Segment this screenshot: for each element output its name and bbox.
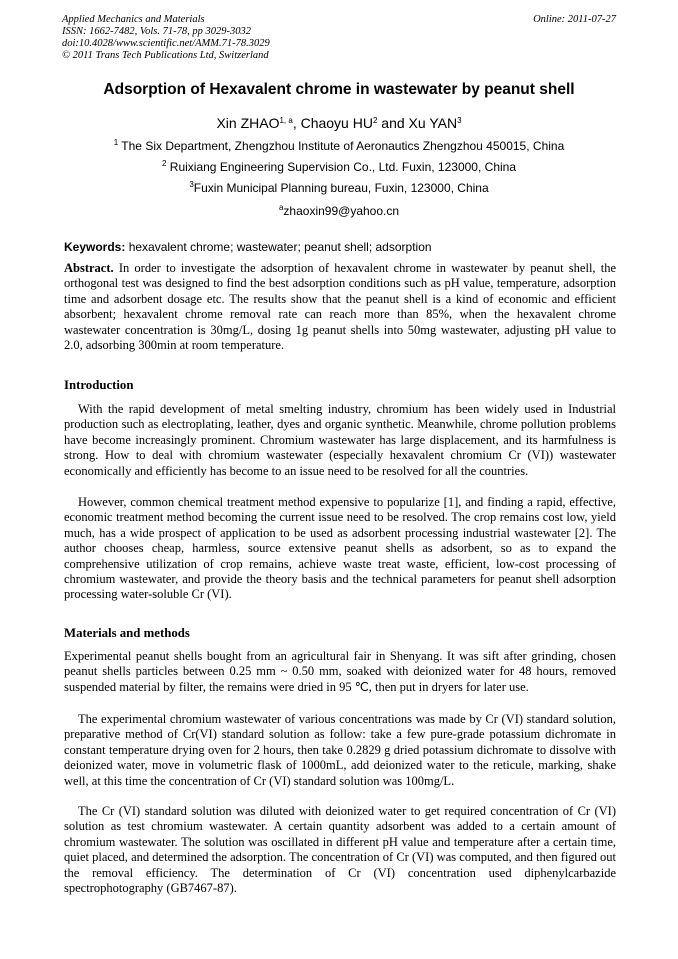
author-sup: 1, a bbox=[279, 116, 293, 125]
affiliation-sup: 3 bbox=[189, 180, 194, 189]
author-sup: 3 bbox=[457, 116, 462, 125]
affiliation bbox=[62, 160, 616, 174]
paragraph: With the rapid development of metal smelting industry, chromium has been widely used in Industrial production such as electroplating, leather, dyes and organic synthetic. Meanwhile, chrome pollution problems have become increasingly prominent. Chromium wastewater has large displacement, and its harmfulness is strong. How to deal with chromium wastewater (especially hexavalent chromium Cr (VI)) wastewater economically and efficiently has become to an issue need to be resolved for all the countries. bbox=[64, 402, 616, 478]
doi-line[interactable]: doi:10.4028/www.scientific.net/AMM.71-78.3029 bbox=[62, 38, 270, 49]
email-text[interactable]: zhaoxin99@yahoo.cn bbox=[283, 204, 400, 218]
journal-name: Applied Mechanics and Materials bbox=[62, 14, 205, 25]
paper-title: Adsorption of Hexavalent chrome in wastewater by peanut shell bbox=[103, 81, 575, 98]
paragraph: However, common chemical treatment method expensive to popularize [1], and finding a rapid, effective, economic treatment method becoming the current issue need to be resolved. The crop remains cost low, yield much, has a wide prospect of application to be used as adsorbent processing industrial wastewater [2]. The author chooses cheap, harmless, source extensive peanut shells as adsorbent, so as to expand the comprehensive utilization of crop remains, achieve waste treat waste, efficient, low-cost processing of chromium wastewater, and provide the theory basis and the technical parameters for peanut shell adsorption processing water-soluble Cr (VI). bbox=[64, 495, 616, 602]
section-heading: Introduction bbox=[64, 378, 134, 392]
keywords-text: hexavalent chrome; wastewater; peanut shell; adsorption bbox=[125, 240, 432, 254]
abstract bbox=[64, 261, 616, 353]
paragraph: The experimental chromium wastewater of various concentrations was made by Cr (VI) standard solution, preparative method of Cr(VI) standard solution as follow: take a few pure-grade potassium dichromate in constant temperature drying oven for 2 hours, then take 0.2829 g dried potassium dichromate to dissolve with deionized water, move in volumetric flask of 1000mL, add deionized water to the reticule, marking, shake well, at this time the concentration of Cr (VI) standard solution was 100mg/L. bbox=[64, 712, 616, 788]
affiliation bbox=[62, 139, 616, 153]
author-name: and Xu YAN bbox=[377, 115, 458, 131]
affiliation-text: Ruixiang Engineering Supervision Co., Ltd. Fuxin, 123000, China bbox=[166, 160, 516, 174]
keywords-label: Keywords: bbox=[64, 240, 126, 254]
author-name: , Chaoyu HU bbox=[292, 115, 373, 131]
copyright-line: © 2011 Trans Tech Publications Ltd, Switzerland bbox=[62, 50, 269, 61]
affiliation-sup: 2 bbox=[162, 159, 167, 168]
journal-header bbox=[62, 14, 616, 62]
affiliation bbox=[62, 181, 616, 195]
abstract-label: Abstract. bbox=[64, 261, 114, 275]
section-heading: Materials and methods bbox=[64, 626, 190, 640]
issn-line: ISSN: 1662-7482, Vols. 71-78, pp 3029-3032 bbox=[62, 26, 251, 37]
affiliation-text: The Six Department, Zhengzhou Institute of Aeronautics Zhengzhou 450015, China bbox=[118, 139, 565, 153]
email[interactable] bbox=[62, 204, 616, 218]
affiliation-sup: 1 bbox=[113, 138, 119, 147]
author-line bbox=[62, 114, 616, 132]
paragraph: Experimental peanut shells bought from an agricultural fair in Shenyang. It was sift after grinding, chosen peanut shells particles between 0.25 mm ~ 0.50 mm, soaked with deionized water for 48 hours, removed suspended material by filter, the remains were dried in 95 ℃, then put in dryers for later use. bbox=[64, 649, 616, 694]
author-sup: 2 bbox=[372, 116, 378, 125]
email-sup: a bbox=[278, 203, 284, 212]
paragraph: The Cr (VI) standard solution was diluted with deionized water to get required concentration of Cr (VI) solution as test chromium wastewater. A certain quantity adsorbent was added to a certain amount of chromium wastewater. The solution was oscillated in different pH value and temperature after a certain time, quiet placed, and determined the adsorption. The concentration of Cr (VI) was computed, and then figured out the removal efficiency. The determination of Cr (VI) concentration used diphenylcarbazide spectrophotography (GB7467-87). bbox=[64, 804, 616, 896]
abstract-text: In order to investigate the adsorption of hexavalent chrome in wastewater by peanut shell, the orthogonal test was designed to find the best adsorption conditions such as pH value, temperature, adsorption time and adsorbent dosage etc. The results show that the peanut shell is a kind of economic and efficient absorbent; hexavalent chrome removal rate can reach more than 85%, when the hexavalent chrome wastewater concentration is 30mg/L, dosing 1g peanut shells into 50mg wastewater, adjusting pH value to 2.0, adsorbing 300min at room temperature. bbox=[64, 261, 616, 353]
online-date: Online: 2011-07-27 bbox=[533, 14, 616, 25]
author-name: Xin ZHAO bbox=[216, 115, 280, 131]
affiliation-text: Fuxin Municipal Planning bureau, Fuxin, 123000, China bbox=[193, 181, 489, 195]
keywords bbox=[64, 240, 616, 254]
